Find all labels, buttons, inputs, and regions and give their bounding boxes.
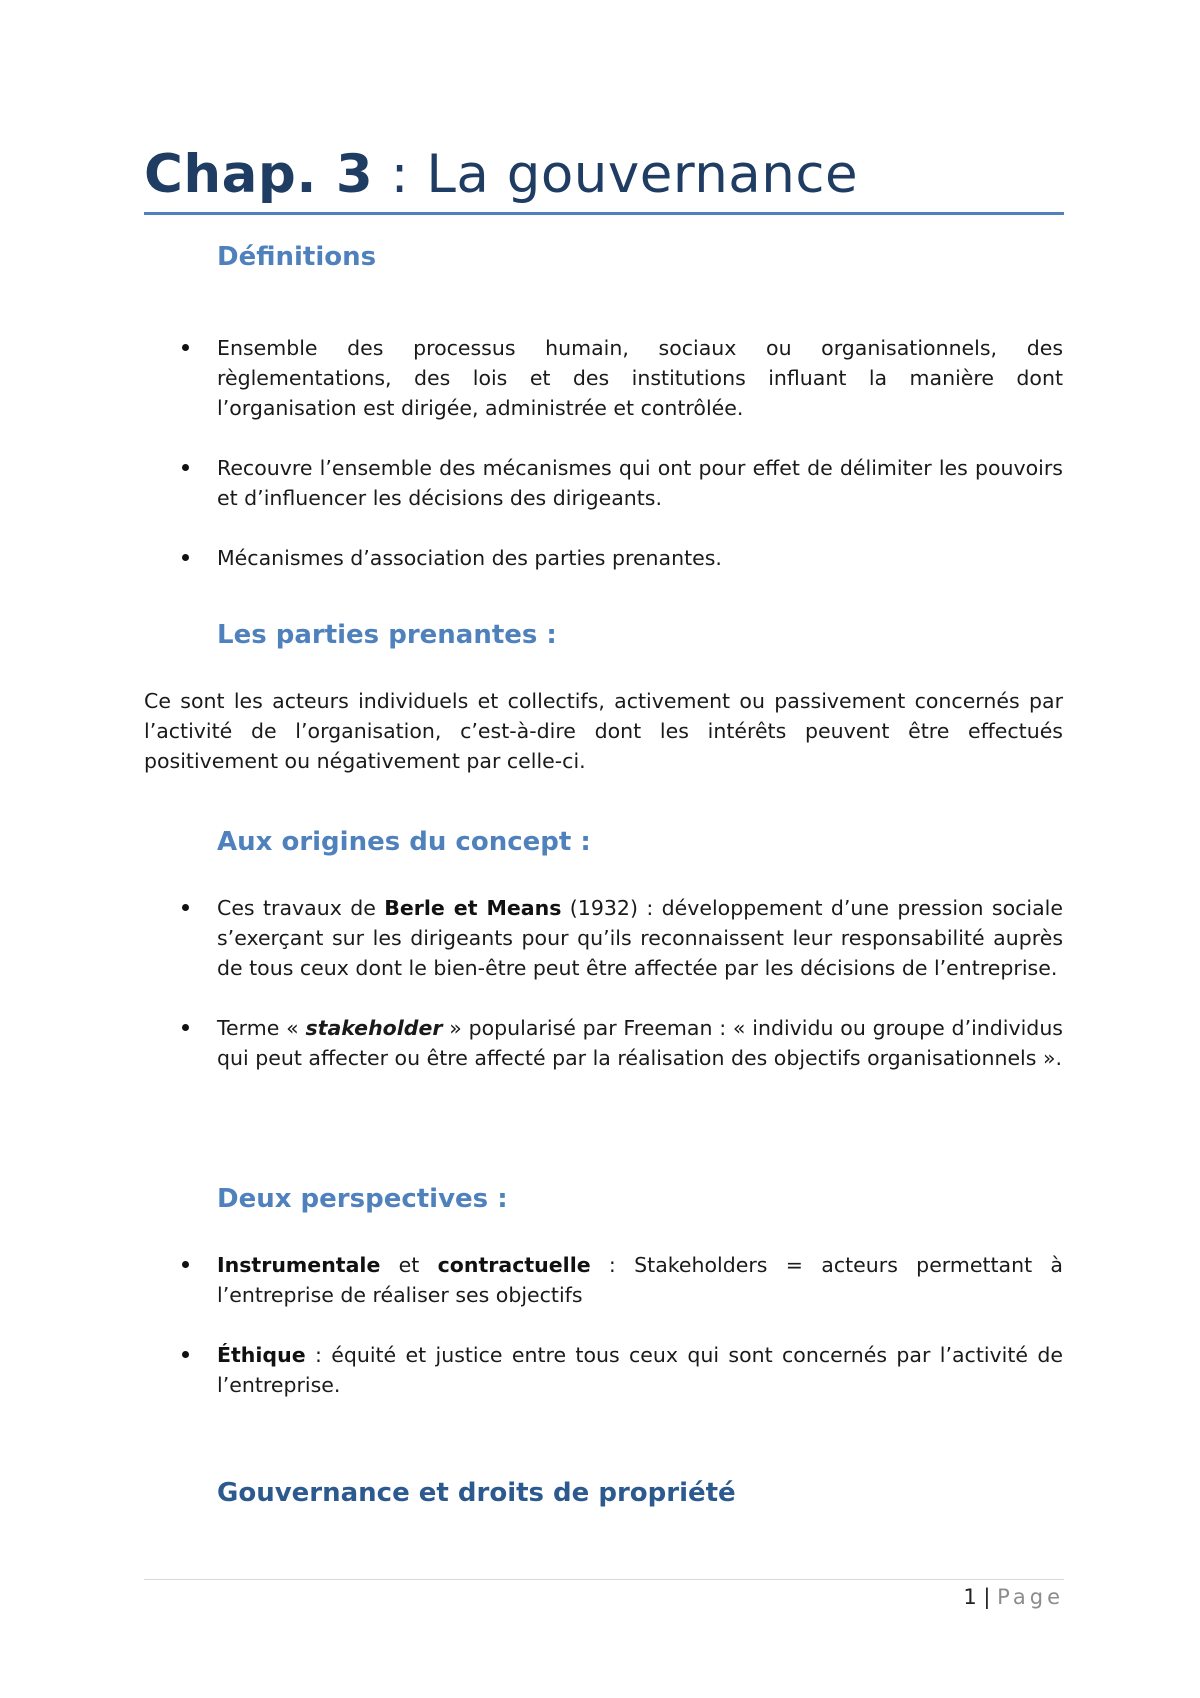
list-item-post: : Stakeholders = acteurs permettant à l’entreprise de réaliser ses objectifs [217,1253,1063,1307]
page-title [144,140,858,210]
title-underline [144,212,1064,215]
heading-parties-prenantes: Les parties prenantes : [217,620,557,650]
title-text: : La gouvernance [373,144,859,205]
list-item-post: (1932) : développement d’une pression sociale s’exerçant sur les dirigeants pour qu’ils reconnaissent leur responsabilité auprès de tous ceux dont le bien-être peut être affectée par les décisions de l’entreprise. [217,896,1063,980]
list-item-bold: Instrumentale [217,1253,381,1277]
list-item [180,453,1063,513]
list-item-bold: Éthique [217,1343,306,1367]
list-item-bold: Berle et Means [384,896,562,920]
parties-prenantes-paragraph: Ce sont les acteurs individuels et collectifs, activement ou passivement concernés par l’activité de l’organisation, c’est-à-dire dont les intérêts peuvent être effectués positivement ou négativement par celle-ci. [144,689,1063,773]
list-item [180,893,1063,983]
heading-perspectives: Deux perspectives : [217,1184,508,1214]
bullet-icon [182,464,189,471]
heading-definitions: Définitions [217,242,377,272]
bullet-icon [182,1351,189,1358]
list-item-post: : équité et justice entre tous ceux qui sont concernés par l’activité de l’entreprise. [217,1343,1063,1397]
page-footer [963,1582,1064,1612]
list-item-text: Recouvre l’ensemble des mécanismes qui ont pour effet de délimiter les pouvoirs et d’influencer les décisions des dirigeants. [217,456,1063,510]
list-item [180,1340,1063,1400]
bullet-icon [182,904,189,911]
list-item-pre: Terme « [217,1016,306,1040]
page-number: 1 [963,1585,977,1609]
bullet-icon [182,554,189,561]
perspectives-list [180,1250,1063,1430]
list-item [180,1013,1063,1073]
page-label: Page [997,1585,1064,1609]
heading-origines: Aux origines du concept : [217,827,591,857]
list-item-bold: contractuelle [437,1253,591,1277]
heading-gouvernance-droits: Gouvernance et droits de propriété [217,1478,736,1508]
list-item [180,333,1063,423]
title-chapter-number: Chap. 3 [144,144,374,205]
list-item [180,543,1063,573]
list-item-text: Mécanismes d’association des parties prenantes. [217,546,722,570]
bullet-icon [182,344,189,351]
list-item [180,1250,1063,1310]
list-item-italic: stakeholder [305,1016,443,1040]
list-item-mid: et [380,1253,438,1277]
footer-divider [144,1579,1064,1580]
footer-separator: | [976,1585,998,1609]
bullet-icon [182,1261,189,1268]
list-item-pre: Ces travaux de [217,896,385,920]
bullet-icon [182,1024,189,1031]
list-item-post: » popularisé par Freeman : « individu ou groupe d’individus qui peut affecter ou être affecté par la réalisation des objectifs organisationnels ». [217,1016,1063,1070]
origines-list [180,893,1063,1103]
list-item-text: Ensemble des processus humain, sociaux ou organisationnels, des règlementations, des lois et des institutions influant la manière dont l’organisation est dirigée, administrée et contrôlée. [217,336,1063,420]
definitions-list [180,333,1063,603]
